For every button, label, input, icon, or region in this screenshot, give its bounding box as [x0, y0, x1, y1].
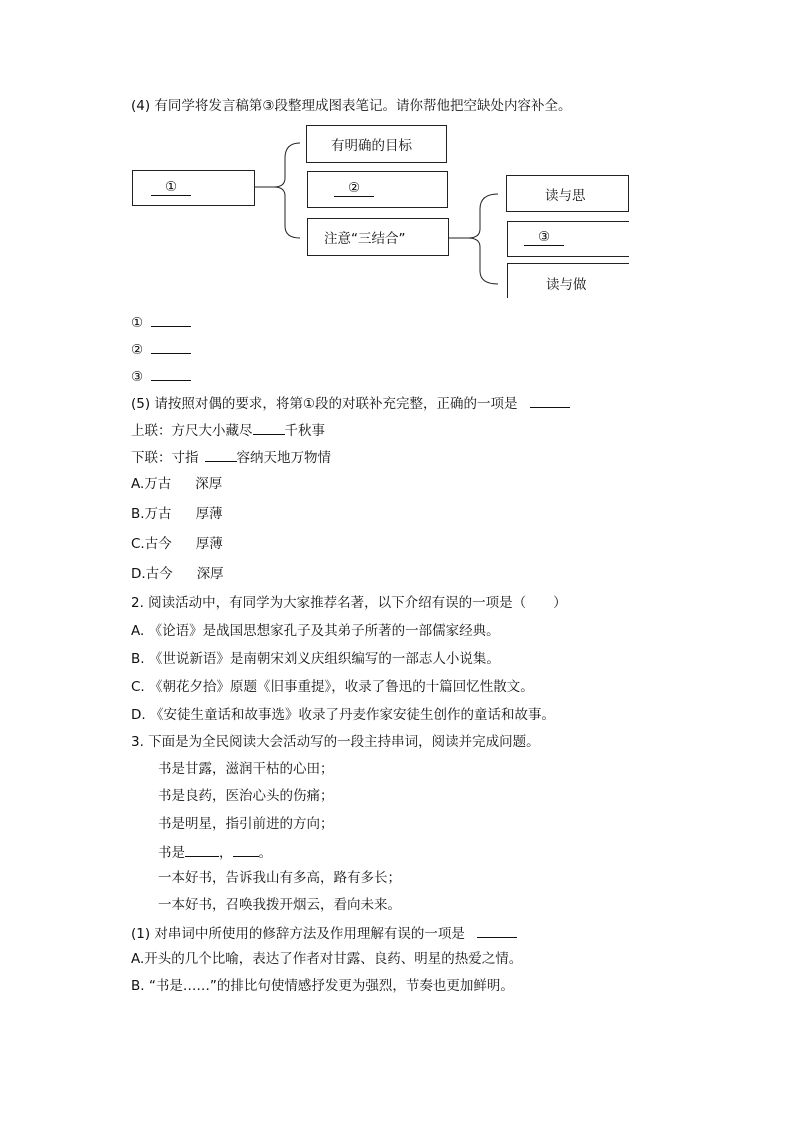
q5-lower-prefix: 下联：寸指	[131, 450, 199, 466]
q4-answer-1	[131, 312, 191, 332]
q3-line-1: 书是甘露，滋润干枯的心田；	[158, 761, 334, 777]
diagram-branch1-label: 有明确的目标	[331, 138, 412, 154]
q5-option-a[interactable]	[131, 475, 222, 493]
q5-lower-blank[interactable]	[205, 447, 237, 462]
diagram-branch3-label: 注意“三结合”	[324, 231, 406, 247]
q5-option-b-value: 厚薄	[195, 506, 223, 522]
q3-line-2: 书是良药，医治心头的伤痛；	[158, 788, 334, 804]
q4-answer-2-blank[interactable]	[151, 339, 191, 354]
q2-option-d[interactable]: D. 《安徒生童话和故事选》收录了丹麦作家安徒生创作的童话和故事。	[131, 707, 555, 723]
diagram-sub2-blank: ③	[524, 229, 564, 246]
q3-blank-2[interactable]	[233, 842, 259, 857]
q4-answer-2	[131, 339, 191, 359]
q3-sub1-title	[131, 923, 517, 943]
q5-option-c-label: C.古今	[131, 536, 172, 552]
diagram-branch3-box	[307, 218, 449, 256]
q5-answer-blank[interactable]	[530, 393, 570, 408]
q3-blank-1[interactable]	[185, 842, 219, 857]
q5-upper-prefix: 上联：方尺大小藏尽	[131, 423, 253, 439]
q4-answer-3-label: ③	[131, 369, 144, 385]
q5-option-b-label: B.万古	[131, 506, 172, 522]
q3-stem: 3. 下面是为全民阅读大会活动写的一段主持串词，阅读并完成问题。	[131, 734, 540, 750]
q5-upper-blank[interactable]	[253, 420, 285, 435]
diagram-sub3-box	[507, 263, 629, 298]
q2-option-c[interactable]: C. 《朝花夕拾》原题《旧事重提》，收录了鲁迅的十篇回忆性散文。	[131, 679, 534, 695]
diagram-root-blank: ①	[151, 179, 191, 196]
q4-answer-1-label: ①	[131, 315, 144, 331]
q4-answer-3-blank[interactable]	[151, 366, 191, 381]
q2-option-b[interactable]: B. 《世说新语》是南朝宋刘义庆组织编写的一部志人小说集。	[131, 651, 500, 667]
q5-option-c[interactable]	[131, 535, 223, 553]
q3-sub1-option-a[interactable]: A.开头的几个比喻，表达了作者对甘露、良药、明星的热爱之情。	[131, 951, 523, 967]
diagram-sub3-label: 读与做	[546, 277, 587, 293]
q2-stem: 2. 阅读活动中，有同学为大家推荐名著，以下介绍有误的一项是（ ）	[131, 595, 567, 611]
q5-lower-suffix: 容纳天地万物情	[236, 450, 331, 466]
q5-option-d-value: 深厚	[196, 566, 224, 582]
diagram-branch1-box	[306, 125, 447, 163]
diagram-sub1-label: 读与思	[545, 188, 586, 204]
q3-line-3: 书是明星，指引前进的方向；	[158, 816, 334, 832]
q3-sub1-answer-blank[interactable]	[477, 923, 517, 938]
q5-option-b[interactable]	[131, 505, 223, 523]
q5-title	[131, 393, 570, 413]
q5-option-a-label: A.万古	[131, 476, 172, 492]
q3-blank-mid: ，	[219, 845, 233, 861]
q3-blank-end: 。	[258, 845, 272, 861]
q5-lower	[131, 447, 331, 467]
q3-sub1-option-b[interactable]: B. “书是……”的排比句使情感抒发更为强烈，节奏也更加鲜明。	[131, 978, 514, 994]
q5-upper-suffix: 千秋事	[284, 423, 325, 439]
q3-blank-line	[158, 842, 272, 862]
diagram-root-box	[132, 170, 255, 206]
q3-line-4: 一本好书，告诉我山有多高，路有多长；	[158, 870, 401, 886]
diagram-branch2-box	[307, 171, 448, 208]
q4-answer-3	[131, 366, 191, 386]
q5-upper	[131, 420, 325, 440]
q5-title-text: (5) 请按照对偶的要求，将第①段的对联补充完整，正确的一项是	[131, 396, 518, 412]
diagram-branch2-blank: ②	[334, 180, 374, 197]
q5-option-d-label: D.古今	[131, 566, 173, 582]
q4-answer-2-label: ②	[131, 342, 144, 358]
q3-line-5: 一本好书，召唤我拨开烟云，看向未来。	[158, 897, 401, 913]
diagram-sub1-box	[506, 175, 629, 212]
q3-blank-prefix: 书是	[158, 845, 185, 861]
diagram-sub2-box	[507, 221, 629, 257]
q5-option-c-value: 厚薄	[195, 536, 223, 552]
q4-answer-1-blank[interactable]	[151, 312, 191, 327]
q5-option-d[interactable]	[131, 565, 224, 583]
q4-title: (4) 有同学将发言稿第③段整理成图表笔记。请你帮他把空缺处内容补全。	[131, 98, 572, 114]
q5-option-a-value: 深厚	[195, 476, 223, 492]
q3-sub1-title-text: (1) 对串词中所使用的修辞方法及作用理解有误的一项是	[131, 926, 465, 942]
q2-option-a[interactable]: A. 《论语》是战国思想家孔子及其弟子所著的一部儒家经典。	[131, 623, 500, 639]
